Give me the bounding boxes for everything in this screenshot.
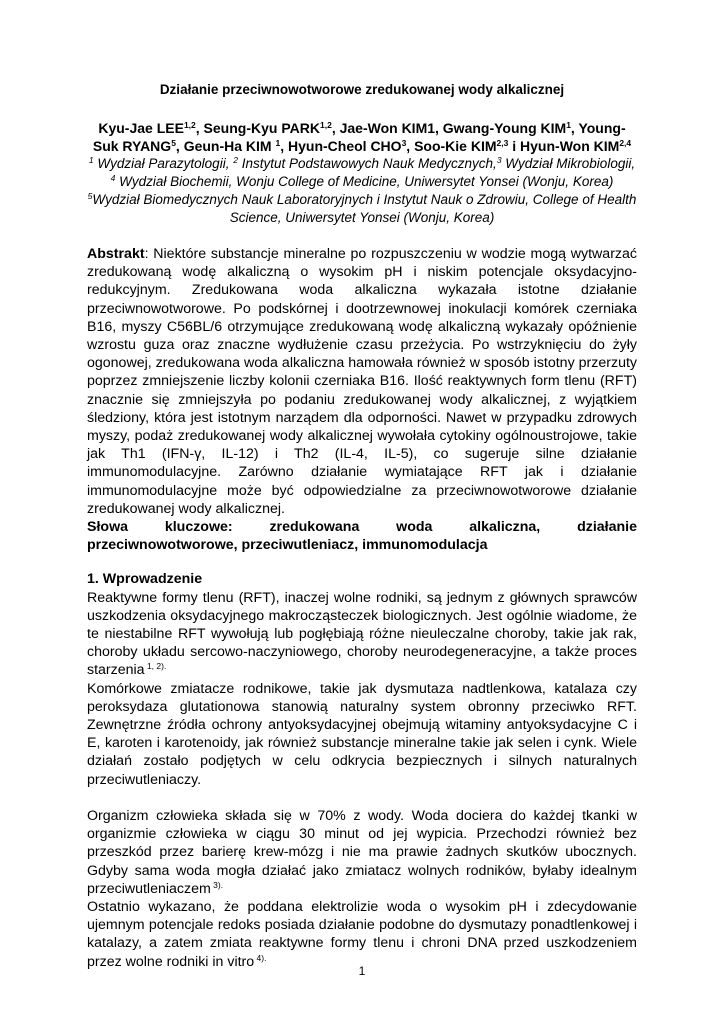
paragraph-text: Organizm człowieka składa się w 70% z wody. Woda dociera do każdej tkanki w organizmie człowieka w ciągu 30 minut od jej wypicia. Przechodzi również bez przeszkód przez barierę krew-mózg i nie ma prawie żadnych skutków ubocznych. Gdyby sama woda mogła działać jako zmiatacz wolnych rodników, byłaby idealnym przeciwutleniaczem <box>87 807 637 897</box>
author-name: i Hyun-Won KIM <box>508 138 620 154</box>
author-list <box>87 119 637 155</box>
author-sup: 1,2 <box>319 120 332 130</box>
keywords-line-2: przeciwnowotworowe, przeciwutleniacz, immunomodulacja <box>87 537 488 554</box>
aff-text: Wydział Biochemii, Wonju College of Medicine, Uniwersytet Yonsei (Wonju, Korea) <box>115 174 614 189</box>
aff-sup: 4 <box>110 173 116 183</box>
affiliation-5 <box>87 191 637 227</box>
paper-title: Działanie przeciwnowotworowe zredukowanej wody alkalicznej <box>159 82 565 97</box>
document-page <box>87 80 637 971</box>
abstract <box>87 245 637 518</box>
author-sup: 5 <box>171 138 176 148</box>
paragraph <box>87 898 637 971</box>
aff-text: Wydział Parazytologii, <box>93 156 234 171</box>
abstract-text: : Niektóre substancje mineralne po rozpuszczeniu w wodzie mogą wytwarzać zredukowaną wodę alkaliczną o wysokim pH i niskim potencjale oksydacyjno-redukcyjnym. Zredukowana woda alkaliczna wykazała istotne działanie przeciwnowotworowe. Po podskórnej i dootrzewnowej inokulacji komórek czerniaka B16, myszy C56BL/6 otrzymujące zredukowaną wodę alkaliczną wykazały opóźnienie wzrostu guza oraz znaczne wydłużenie czasu przeżycia. Po wstrzyknięciu do żyły ogonowej, zredukowana woda alkaliczna hamowała również w sposób istotny przerzuty poprzez zmniejszenie liczby kolonii czerniaka B16. Ilość reaktywnych form tlenu (RFT) znacznie się zmniejszyła po podaniu zredukowanej wody alkalicznej, z wyjątkiem śledziony, która jest istotnym narządem dla odporności. Nawet w przypadku zdrowych myszy, podaż zredukowanej wody alkalicznej wywołała cytokiny ogólnoustrojowe, takie jak Th1 (IFN-γ, IL-12) i Th2 (IL-4, IL-5), co sugeruje silne działanie immunomodulacyjne. Zarówno działanie wymiatające RFT jak i działanie immunomodulacyjne może być odpowiedzialne za przeciwnowotworowe działanie zredukowanej wody alkalicznej. <box>87 246 637 517</box>
aff-text: Instytut Podstawowych Nauk Medycznych, <box>237 156 497 171</box>
author-sup: 1 <box>275 138 281 148</box>
paragraph-text: Ostatnio wykazano, że poddana elektrolizie woda o wysokim pH i zdecydowanie ujemnym potencjale redoks posiada działanie podobne do dysmutazy ponadtlenkowej i katalazy, a zatem zmiata reaktywne formy tlenu i chroni DNA przed uszkodzeniem przez wolne rodniki in vitro <box>87 898 637 970</box>
author-sup: 1,2 <box>183 120 196 130</box>
abstract-label: Abstrakt <box>87 246 145 262</box>
section-heading: 1. Wprowadzenie <box>87 571 203 588</box>
author-name: , Young-Suk RYANG <box>92 120 626 154</box>
author-name: Kyu-Jae LEE <box>98 120 184 136</box>
aff-sup: 3 <box>496 155 502 165</box>
author-name: , Geun-Ha KIM <box>175 138 276 154</box>
citation-ref: 3). <box>210 879 224 890</box>
page-number: 1 <box>358 964 366 978</box>
paragraph: Komórkowe zmiatacze rodnikowe, takie jak dysmutaza nadtlenkowa, katalaza czy peroksydaza glutationowa stanowią naturalny system obronny przeciwko RFT. Zewnętrzne źródła ochrony antyoksydacyjnej obejmują witaminy antyoksydacyjne C i E, karoten i karotenoidy, jak również substancje mineralne takie jak selen i cynk. Wiele działań zostało podjętych w celu odkrycia bezpiecznych i silnych naturalnych przeciwutleniaczy. <box>87 680 637 788</box>
aff-sup: 5 <box>87 191 93 201</box>
author-sup: 2,4 <box>619 138 632 148</box>
paragraph-gap <box>87 789 637 807</box>
author-name: , Soo-Kie KIM <box>406 138 497 154</box>
author-sup: 1 <box>566 120 571 130</box>
author-sup: 3 <box>401 138 407 148</box>
paragraph <box>87 807 637 898</box>
aff-sup: 1 <box>88 155 94 165</box>
paragraph <box>87 589 637 680</box>
citation-ref: 1, 2). <box>144 661 167 672</box>
aff-text: Wydział Biomedycznych Nauk Laboratoryjnych i Instytut Nauk o Zdrowiu, College of Health Science, Uniwersytet Yonsei (Wonju, Korea) <box>92 192 637 225</box>
author-name: , Seung-Kyu PARK <box>195 120 320 136</box>
keywords-line-1: Słowa kluczowe: zredukowana woda alkaliczna, działanie <box>87 519 637 536</box>
author-sup: 2,3 <box>496 138 509 148</box>
keywords <box>87 518 637 554</box>
author-name: , Hyun-Cheol CHO <box>280 138 402 154</box>
author-name: , Jae-Won KIM1, Gwang-Young KIM <box>331 120 567 136</box>
aff-sup: 2 <box>233 155 238 165</box>
aff-text: Wydział Mikrobiologii, <box>501 156 636 171</box>
paragraph-text: Reaktywne formy tlenu (RFT), inaczej wolne rodniki, są jednym z głównych sprawców uszkodzenia oksydacyjnego makrocząsteczek biologicznych. Jest ogólnie wiadome, że te niestabilne RFT wywołują lub pogłębiają różne nieuleczalne choroby, takie jak rak, choroby układu sercowo-naczyniowego, choroby neurodegeneracyjne, a także proces starzenia <box>87 589 637 679</box>
citation-ref: 4). <box>254 952 267 963</box>
affiliations <box>87 155 637 191</box>
